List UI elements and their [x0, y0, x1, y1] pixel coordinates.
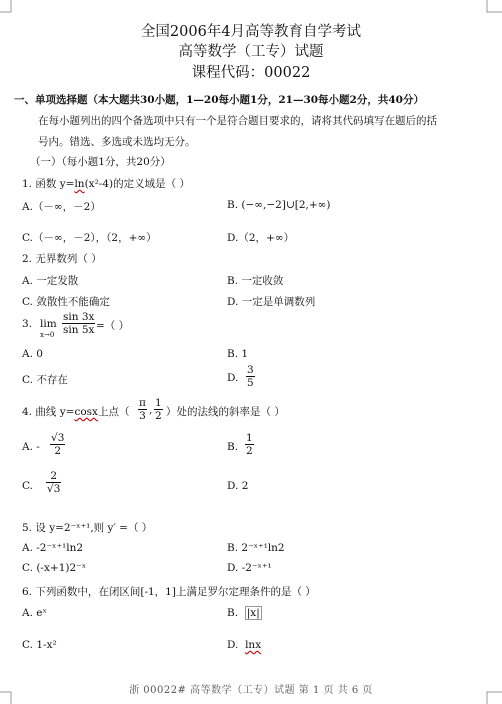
q4-option-c-label: C.	[22, 480, 33, 492]
q2-option-c: C. 敛散性不能确定	[22, 296, 110, 308]
question-2-stem: 2. 无界数列（ ）	[22, 253, 102, 265]
q4-option-d: D. 2	[227, 480, 249, 492]
q2-option-d: D. 一定是单调数列	[227, 296, 316, 308]
q3-option-b: B. 1	[227, 348, 249, 360]
q3-tail: =（ ）	[96, 320, 130, 332]
q6-option-b: B. |x|	[227, 607, 260, 619]
q2-option-a: A. 一定发散	[22, 275, 79, 287]
subject-title: 高等数学（工专）试题	[178, 44, 324, 60]
course-code: 课程代码：00022	[191, 65, 311, 81]
q6-option-d: D. lnx	[227, 639, 262, 651]
q4-option-b-fraction: $\frac{1}{2}$	[246, 432, 253, 457]
q3-lim-subscript: x→0	[40, 331, 55, 339]
q5-option-d: D. -2⁻ˣ⁺¹	[227, 562, 272, 574]
q3-option-c: C. 不存在	[22, 374, 68, 386]
q4-option-a-fraction: $\frac{√3}{2}$	[51, 432, 65, 457]
corner-mark-top-right	[478, 0, 502, 20]
q5-option-c: C. (-x+1)2⁻ˣ	[22, 562, 87, 574]
q3-option-a: A. 0	[22, 348, 43, 360]
q3-fraction	[62, 311, 95, 336]
question-4-stem-start: 4. 曲线 y=cosx上点（	[22, 406, 130, 418]
question-1-stem: 1. 函数 y=ln(x²-4)的定义域是（ ）	[22, 178, 190, 190]
q1-option-d: D.（2，+∞）	[227, 232, 295, 244]
q3-lim: lim	[40, 318, 57, 330]
q2-option-b: B. 一定收敛	[227, 275, 284, 287]
q6-option-d-value: lnx	[245, 639, 262, 651]
q4-comma: ,	[149, 404, 153, 416]
q6-option-b-value: |x|	[246, 607, 260, 619]
question-4-stem-end: ）处的法线的斜率是（ ）	[166, 406, 285, 418]
question-6-stem: 6. 下列函数中，在闭区间[-1，1]上满足罗尔定理条件的是（ ）	[22, 586, 316, 598]
q1-option-b: B. (−∞,−2]∪[2,+∞)	[227, 199, 331, 211]
q4-option-b-label: B.	[227, 441, 239, 453]
q4-point-y: $\frac{1}{2}$	[155, 397, 162, 422]
q1-option-c: C.（－∞，－2），（2，+∞）	[22, 232, 157, 244]
q4-option-a-label: A. -	[22, 441, 40, 453]
q3-denominator: sin 5x	[63, 324, 95, 336]
q5-option-a: A. -2⁻ˣ⁺¹ln2	[22, 542, 84, 554]
page-footer: 浙 00022# 高等数学（工专）试题 第 1 页 共 6 页	[129, 685, 373, 696]
question-3-number: 3.	[22, 318, 33, 330]
q4-option-c-fraction: $\frac{2}{√3}$	[47, 470, 61, 495]
q3-option-d-label: D.	[227, 372, 239, 384]
exam-title: 全国2006年4月高等教育自学考试	[140, 24, 362, 40]
subsection-title: （一）（每小题1分，共20分）	[30, 156, 171, 168]
q4-point-x: $\frac{\pi}{3}$	[139, 397, 146, 422]
q3-option-d-fraction: $\frac{3}{5}$	[247, 364, 254, 389]
q6-option-a: A. eˣ	[22, 607, 47, 619]
question-5-stem: 5. 设 y=2⁻ˣ⁺¹,则 y′ =（ ）	[22, 522, 153, 534]
section-title: 一、单项选择题（本大题共30小题，1—20每小题1分，21—30每小题2分，共40分）	[14, 94, 424, 106]
instructions-line1: 在每小题列出的四个备选项中只有一个是符合题目要求的，请将其代码填写在题后的括	[38, 115, 437, 127]
q3-numerator: sin 3x	[63, 311, 95, 323]
q6-option-c: C. 1-x²	[22, 639, 57, 651]
q5-option-b: B. 2⁻ˣ⁺¹ln2	[227, 542, 285, 554]
corner-mark-top-left	[0, 0, 20, 20]
instructions-line2: 号内。错选、多选或未选均无分。	[38, 136, 196, 148]
q1-option-a: A.（－∞，－2）	[22, 201, 101, 213]
